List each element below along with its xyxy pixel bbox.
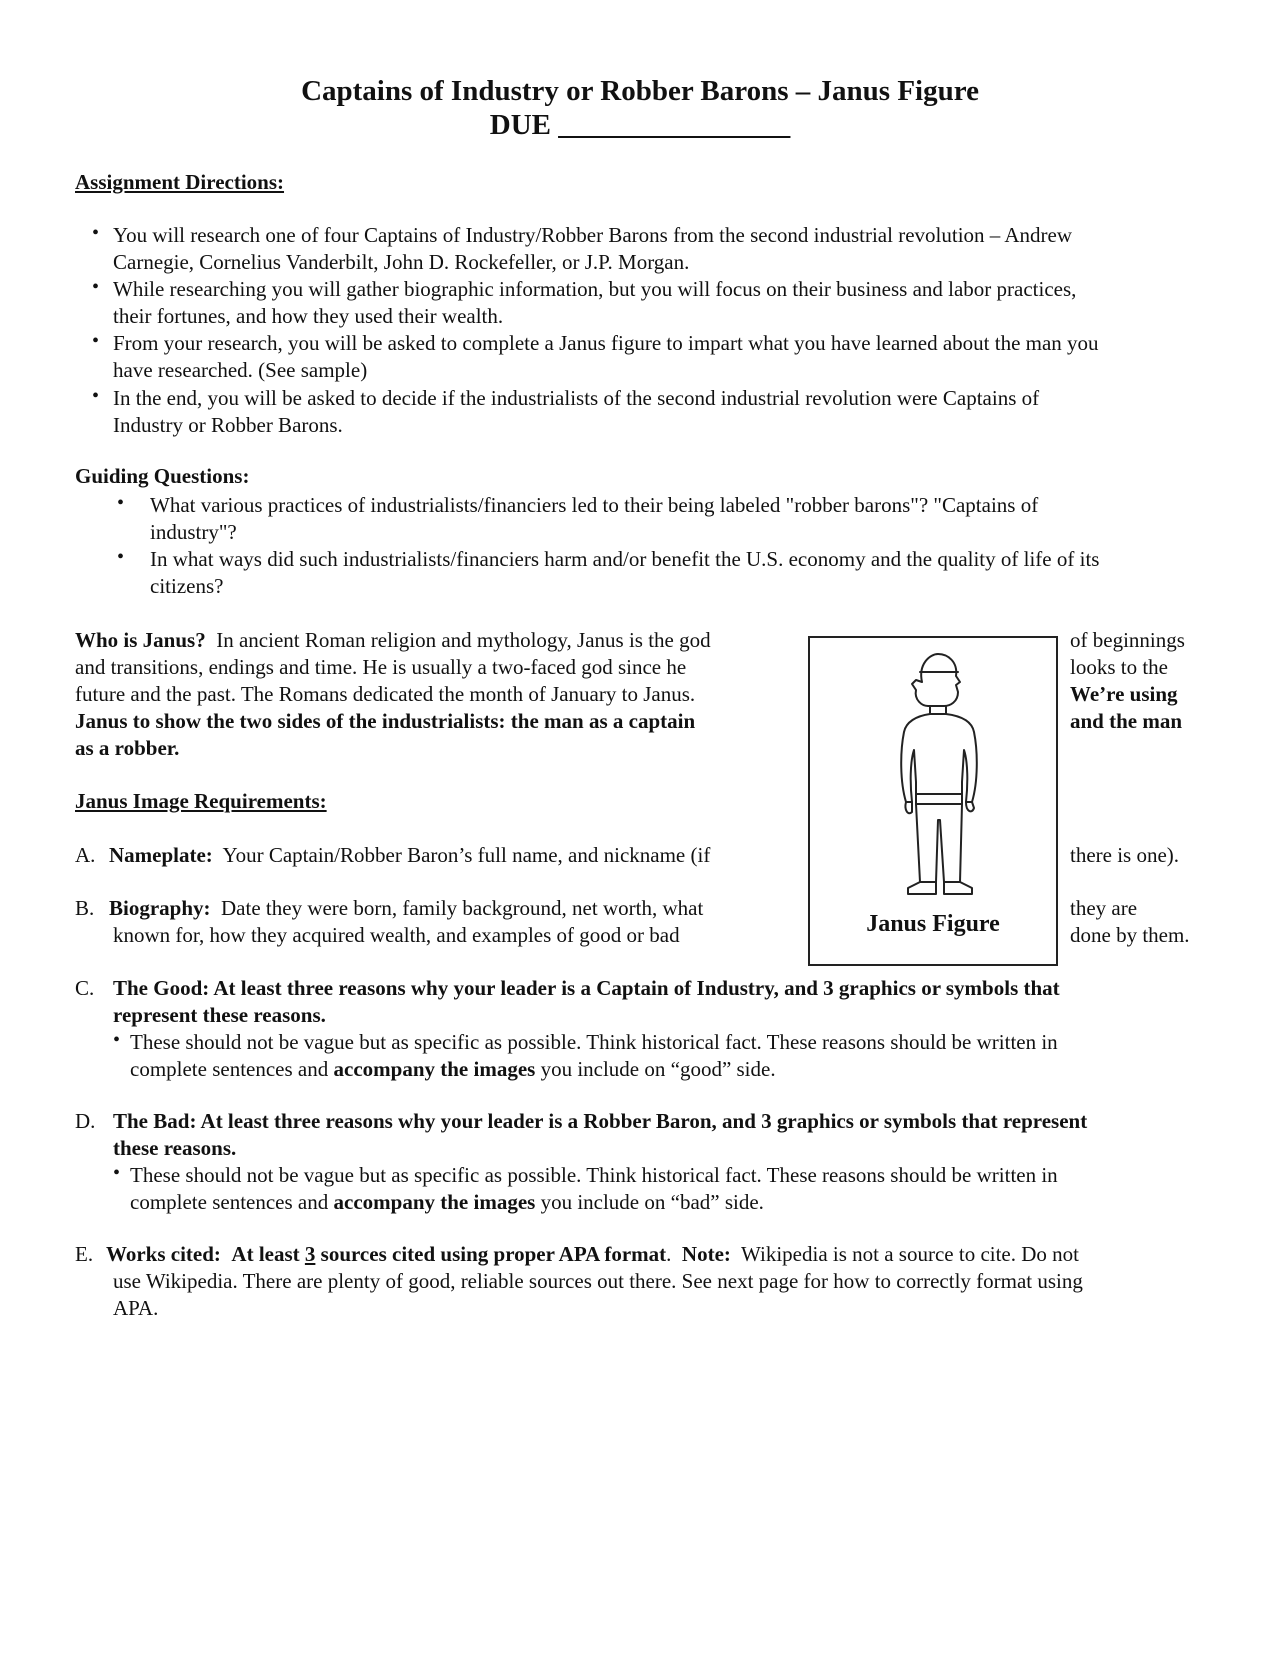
sub-text: you include on “good” side. <box>540 1057 776 1081</box>
list-item-cont: Carnegie, Cornelius Vanderbilt, John D. Rockefeller, or J.P. Morgan. <box>113 250 690 274</box>
requirement-bold: sources cited using proper APA format <box>320 1242 667 1266</box>
requirement-label: Biography: <box>109 896 211 920</box>
sub-text: complete sentences and <box>130 1057 329 1081</box>
guiding-heading: Guiding Questions: <box>75 464 250 488</box>
requirement-c-line1: The Good: At least three reasons why your leader is a Captain of Industry, and 3 graphics or symbols that <box>113 976 1060 1000</box>
due-line: DUE ________________ <box>489 109 791 141</box>
sub-text: complete sentences and <box>130 1190 329 1214</box>
list-item: From your research, you will be asked to complete a Janus figure to impart what you have learned about the man you <box>113 331 1099 355</box>
requirement-e-line1: Works cited: At least 3 sources cited using proper APA format. Note: Wikipedia is not a source to cite. Do not <box>106 1242 1080 1266</box>
requirement-wrap: there is one). <box>1070 843 1180 867</box>
janus-figure-caption: Janus Figure <box>866 911 1000 937</box>
requirement-bold: At least <box>231 1242 300 1266</box>
requirement-b-line <box>109 895 703 922</box>
requirement-a-line <box>109 842 710 869</box>
bullet-icon: • <box>113 1029 121 1051</box>
list-item-cont: their fortunes, and how they used their wealth. <box>113 304 504 328</box>
requirement-letter: C. <box>75 976 95 1000</box>
bullet-icon: • <box>117 546 125 568</box>
who-is-janus-text: In ancient Roman religion and mythology, Janus is the god <box>216 628 711 652</box>
bullet-icon: • <box>92 276 100 298</box>
list-item-cont: Industry or Robber Barons. <box>113 413 343 437</box>
page-title: Captains of Industry or Robber Barons – Janus Figure <box>301 75 979 107</box>
note-text: Wikipedia is not a source to cite. Do not <box>741 1242 1080 1266</box>
janus-figure-box <box>808 636 1058 966</box>
who-is-janus-line: as a robber. <box>75 736 180 760</box>
who-is-janus-line: and transitions, endings and time. He is usually a two-faced god since he <box>75 655 687 679</box>
list-item: You will research one of four Captains of Industry/Robber Barons from the second industrial revolution – Andrew <box>113 223 1073 247</box>
who-is-janus-wrap: and the man <box>1070 709 1183 733</box>
requirement-c-line2: represent these reasons. <box>113 1003 326 1027</box>
requirement-d-sub1: These should not be vague but as specific as possible. Think historical fact. These reasons should be written in <box>130 1163 1058 1187</box>
sub-bold: accompany the images <box>333 1057 536 1081</box>
list-item: In what ways did such industrialists/financiers harm and/or benefit the U.S. economy and the quality of life of its <box>150 547 1100 571</box>
who-is-janus-line <box>75 627 711 654</box>
list-item-cont: industry"? <box>150 520 237 544</box>
sub-bold: accompany the images <box>333 1190 536 1214</box>
list-item: While researching you will gather biographic information, but you will focus on their business and labor practices, <box>113 277 1077 301</box>
requirement-letter: B. <box>75 896 95 920</box>
list-item: In the end, you will be asked to decide if the industrialists of the second industrial revolution were Captains of <box>113 386 1040 410</box>
who-is-janus-label: Who is Janus? <box>75 628 206 652</box>
requirements-heading: Janus Image Requirements: <box>75 789 327 813</box>
requirement-wrap: they are <box>1070 896 1138 920</box>
bullet-icon: • <box>117 492 125 514</box>
requirement-d-line2: these reasons. <box>113 1136 237 1160</box>
bullet-icon: • <box>92 330 100 352</box>
requirement-letter: D. <box>75 1109 96 1133</box>
requirement-label: Works cited: <box>106 1242 221 1266</box>
bullet-icon: • <box>113 1162 121 1184</box>
requirement-d-sub2 <box>130 1189 764 1216</box>
who-is-janus-wrap: We’re using <box>1070 682 1178 706</box>
sub-text: you include on “bad” side. <box>540 1190 764 1214</box>
list-item-cont: have researched. (See sample) <box>113 358 368 382</box>
requirement-text: Date they were born, family background, net worth, what <box>221 896 704 920</box>
bullet-icon: • <box>92 385 100 407</box>
assignment-heading: Assignment Directions: <box>75 170 285 194</box>
requirement-text: Your Captain/Robber Baron’s full name, and nickname (if <box>222 843 711 867</box>
requirement-letter: A. <box>75 843 96 867</box>
requirement-wrap: done by them. <box>1070 923 1190 947</box>
requirement-b-line2: known for, how they acquired wealth, and examples of good or bad <box>113 923 680 947</box>
person-outline-icon <box>880 652 990 900</box>
who-is-janus-wrap: of beginnings <box>1070 628 1185 652</box>
bullet-icon: • <box>92 222 100 244</box>
requirement-c-sub1: These should not be vague but as specific as possible. Think historical fact. These reasons should be written in <box>130 1030 1058 1054</box>
note-label: Note: <box>681 1242 731 1266</box>
requirement-count: 3 <box>304 1242 316 1266</box>
requirement-e-line3: APA. <box>113 1296 159 1320</box>
requirement-label: Nameplate: <box>109 843 213 867</box>
who-is-janus-line: future and the past. The Romans dedicated the month of January to Janus. <box>75 682 696 706</box>
who-is-janus-line: Janus to show the two sides of the industrialists: the man as a captain <box>75 709 696 733</box>
list-item-cont: citizens? <box>150 574 224 598</box>
who-is-janus-wrap: looks to the <box>1070 655 1168 679</box>
list-item: What various practices of industrialists/financiers led to their being labeled "robber barons"? "Captains of <box>150 493 1039 517</box>
requirement-c-sub2 <box>130 1056 776 1083</box>
requirement-d-line1: The Bad: At least three reasons why your leader is a Robber Baron, and 3 graphics or symbols that represent <box>113 1109 1088 1133</box>
requirement-letter: E. <box>75 1242 94 1266</box>
requirement-e-line2: use Wikipedia. There are plenty of good, reliable sources out there. See next page for how to correctly format using <box>113 1269 1083 1293</box>
